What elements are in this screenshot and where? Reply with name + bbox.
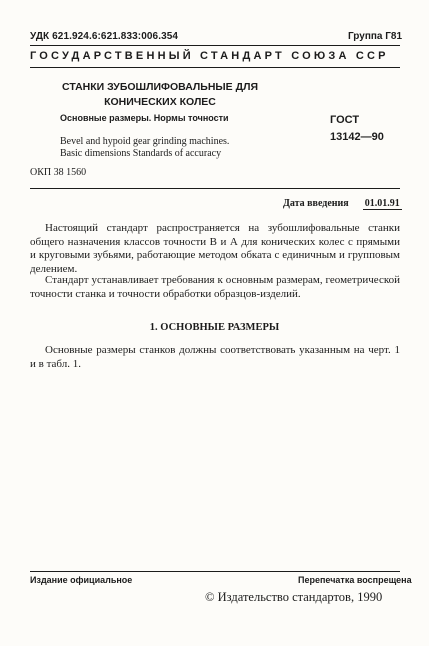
group-code: Группа Г81 xyxy=(348,31,403,42)
paragraph-requirements: Стандарт устанавливает требования к основным размерам, геометрической точности станка и точности обработки образцов-изделий. xyxy=(30,274,400,300)
section-heading: 1. ОСНОВНЫЕ РАЗМЕРЫ xyxy=(149,322,280,333)
english-title-line-1: Bevel and hypoid gear grinding machines. xyxy=(60,136,230,147)
reprint-prohibited: Перепечатка воспрещена xyxy=(298,575,412,585)
official-edition: Издание официальное xyxy=(30,575,133,585)
gost-block xyxy=(330,112,384,146)
english-title xyxy=(60,136,280,160)
intro-date-label: Дата введения xyxy=(283,198,349,209)
document-subtitle: Основные размеры. Нормы точности xyxy=(60,113,229,123)
gost-number: 13142—90 xyxy=(330,131,384,143)
header-rule-top xyxy=(30,45,400,46)
footer-rule xyxy=(30,571,400,572)
paragraph-dimensions: Основные размеры станков должны соответствовать указанным на черт. 1 и в табл. 1. xyxy=(30,344,400,370)
document-title xyxy=(60,80,260,110)
title-line-2: КОНИЧЕСКИХ КОЛЕС xyxy=(104,96,216,108)
udk-code: УДК 621.924.6:621.833:006.354 xyxy=(30,31,179,42)
standard-banner: ГОСУДАРСТВЕННЫЙ СТАНДАРТ СОЮЗА ССР xyxy=(30,50,389,62)
divider-rule xyxy=(30,188,400,189)
english-title-line-2: Basic dimensions Standards of accuracy xyxy=(60,148,222,159)
header-rule-bottom xyxy=(30,67,400,68)
intro-date xyxy=(283,198,402,209)
paragraph-scope: Настоящий стандарт распространяется на зубошлифовальные станки общего назначения классов точности В и А для конических колес с прямыми и круговыми зубьями, работающие методом обката с единичным и групповым делением. xyxy=(30,222,400,275)
intro-date-value: 01.01.91 xyxy=(364,198,400,209)
title-line-1: СТАНКИ ЗУБОШЛИФОВАЛЬНЫЕ ДЛЯ xyxy=(62,81,258,93)
copyright-notice: © Издательство стандартов, 1990 xyxy=(205,590,383,604)
gost-label: ГОСТ xyxy=(330,114,360,126)
okp-code: ОКП 38 1560 xyxy=(30,167,87,178)
